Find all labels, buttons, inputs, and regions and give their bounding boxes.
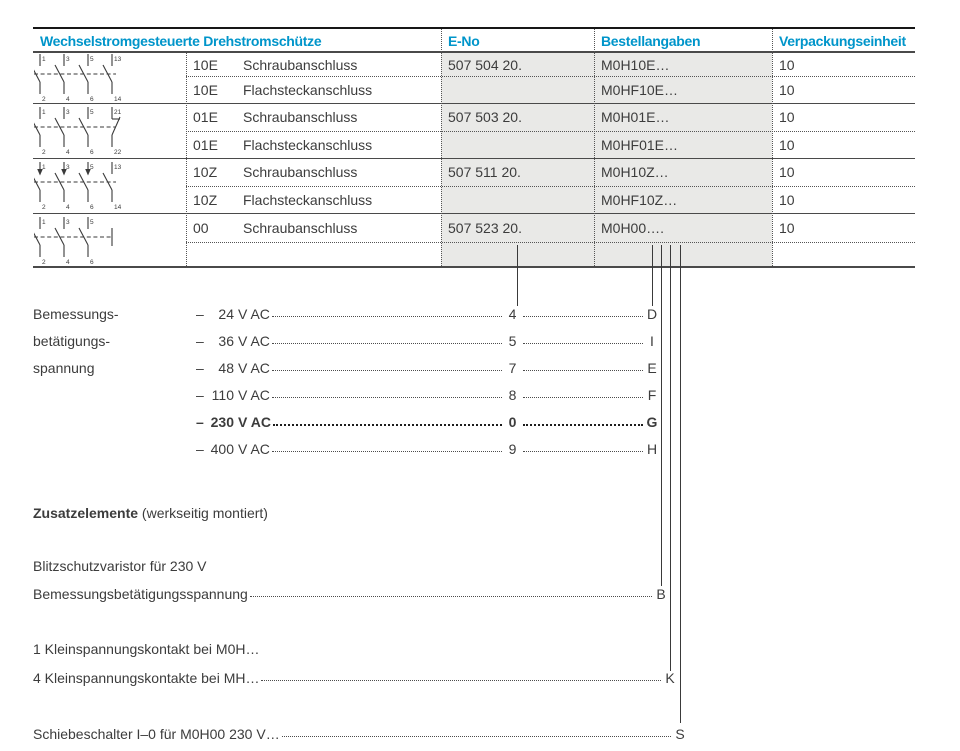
- type-code: 00: [193, 219, 209, 236]
- pack-qty-cell: 10: [779, 191, 795, 208]
- dash: –: [196, 414, 204, 430]
- pack-qty-cell: 10: [779, 219, 795, 236]
- voltage-value: 24: [218, 306, 234, 322]
- pack-qty-cell: 10: [779, 81, 795, 98]
- voltage-option-row: [196, 349, 659, 376]
- order-letter: F: [647, 387, 657, 403]
- svg-text:5: 5: [90, 218, 94, 226]
- extras-heading-rest: (werkseitig montiert): [138, 505, 268, 521]
- eno-digit: 5: [508, 333, 517, 349]
- voltage-unit: V AC: [238, 387, 270, 403]
- callout-line-kleinspannung: [670, 245, 671, 671]
- dot-leader: [523, 316, 643, 317]
- extras-line: Blitzschutzvaristor für 230 V: [33, 558, 207, 574]
- voltage-unit: V AC: [238, 441, 270, 457]
- dash: –: [196, 360, 204, 376]
- callout-line-varistor: [661, 245, 662, 586]
- circuit-diagram-01e-icon: [33, 103, 186, 158]
- order-letter: B: [656, 586, 666, 602]
- dot-leader: [523, 451, 643, 452]
- svg-text:1: 1: [42, 56, 46, 63]
- svg-text:5: 5: [90, 56, 94, 63]
- dot-leader: [272, 397, 502, 398]
- voltage-option-row: [196, 376, 659, 403]
- svg-text:22: 22: [114, 148, 122, 156]
- voltage-unit: V AC: [238, 306, 270, 322]
- eno-digit: 7: [508, 360, 517, 376]
- eno-digit: 0: [508, 414, 517, 430]
- legend-label-line: betätigungs-: [33, 333, 111, 349]
- callout-line-schiebeschalter: [680, 245, 681, 723]
- svg-text:4: 4: [66, 203, 70, 211]
- svg-text:6: 6: [90, 203, 94, 211]
- table-header-pack: Verpackungseinheit: [779, 32, 906, 49]
- circuit-diagram-10e-icon: [33, 53, 186, 103]
- svg-text:13: 13: [114, 163, 122, 171]
- type-code: 10E: [193, 81, 218, 98]
- product-desc-cell: [186, 103, 441, 131]
- extras-line: 1 Kleinspannungskontakt bei M0H…: [33, 641, 260, 657]
- product-desc-cell: [186, 53, 441, 76]
- type-code: 01E: [193, 109, 218, 125]
- pack-qty-cell: 10: [779, 164, 795, 180]
- eno-digit: 9: [508, 441, 517, 457]
- extras-leader-text: 4 Kleinspannungskontakte bei MH…: [33, 670, 260, 686]
- voltage-unit: V AC: [238, 333, 270, 349]
- voltage-option-row: [196, 295, 659, 322]
- svg-text:5: 5: [90, 108, 94, 116]
- extras-block-kleinspannung: [33, 628, 677, 686]
- product-desc-cell: [186, 131, 441, 158]
- dash: –: [196, 306, 204, 322]
- contactor-symbol-3no-aux21-22-icon: [34, 105, 184, 157]
- svg-text:1: 1: [42, 108, 46, 116]
- svg-text:3: 3: [66, 218, 70, 226]
- eno-cell: 507 504 20.: [448, 56, 522, 73]
- svg-text:6: 6: [90, 258, 94, 266]
- circuit-diagram-00-icon: [33, 213, 186, 268]
- extras-heading-bold: Zusatzelemente: [33, 505, 139, 521]
- order-code-cell: M0H01E…: [601, 109, 670, 125]
- voltage-option-row: [196, 322, 659, 349]
- voltage-value: 110: [211, 387, 234, 403]
- order-letter: H: [646, 441, 658, 457]
- pack-qty-cell: 10: [779, 56, 795, 73]
- order-letter: G: [646, 414, 658, 430]
- connection-type: Flachsteckanschluss: [243, 81, 373, 98]
- contactor-symbol-3no-aux13-14-icon: [34, 52, 184, 104]
- order-letter: D: [646, 306, 658, 322]
- svg-text:4: 4: [66, 96, 70, 103]
- svg-text:13: 13: [114, 56, 122, 63]
- connection-type: Schraubanschluss: [243, 164, 358, 180]
- connection-type: Schraubanschluss: [243, 109, 358, 125]
- product-desc-cell: [186, 213, 441, 242]
- voltage-options-list: [196, 295, 659, 457]
- svg-text:3: 3: [66, 108, 70, 116]
- dot-leader: [261, 680, 661, 681]
- pack-qty-cell: 10: [779, 109, 795, 125]
- voltage-option-row: [196, 430, 659, 457]
- voltage-unit: V AC: [238, 360, 270, 376]
- svg-text:14: 14: [114, 203, 122, 211]
- dash: –: [196, 441, 204, 457]
- order-code-cell: M0H10Z…: [601, 164, 669, 180]
- voltage-value: 400: [210, 441, 234, 457]
- dot-leader: [523, 397, 643, 398]
- order-code-cell: M0H00….: [601, 219, 665, 236]
- order-code-cell: M0HF10Z…: [601, 191, 678, 208]
- order-letter: K: [665, 670, 675, 686]
- svg-text:4: 4: [66, 148, 70, 156]
- table-header-eno: E-No: [448, 32, 480, 49]
- extras-block-varistor: [33, 546, 668, 602]
- order-code-cell: M0H10E…: [601, 56, 670, 73]
- extras-heading: [33, 505, 268, 521]
- svg-text:1: 1: [42, 163, 46, 171]
- extras-block-schiebeschalter: [33, 713, 687, 742]
- dash: –: [196, 333, 204, 349]
- eno-digit: 8: [508, 387, 517, 403]
- table-header-products: Wechselstromgesteuerte Drehstromschütze: [40, 32, 322, 49]
- eno-cell: 507 503 20.: [448, 109, 522, 125]
- dash: –: [196, 387, 204, 403]
- pack-qty-cell: 10: [779, 136, 795, 153]
- svg-text:3: 3: [66, 56, 70, 63]
- dot-leader: [272, 316, 502, 317]
- dot-leader: [272, 370, 502, 371]
- extras-leader-text: Schiebeschalter I–0 für M0H00 230 V…: [33, 726, 280, 742]
- circuit-diagram-10z-icon: [33, 158, 186, 213]
- table-header-order: Bestellangaben: [601, 32, 701, 49]
- svg-text:3: 3: [66, 163, 70, 171]
- product-table: [33, 28, 915, 268]
- dot-leader: [523, 424, 643, 426]
- svg-text:5: 5: [90, 163, 94, 171]
- extras-leader-text: Bemessungsbetätigungsspannung: [33, 586, 248, 602]
- legend-label-line: spannung: [33, 360, 95, 376]
- connection-type: Schraubanschluss: [243, 219, 358, 236]
- contactor-symbol-3no-icon: [34, 215, 184, 267]
- order-code-cell: M0HF01E…: [601, 136, 679, 153]
- dot-leader: [282, 736, 671, 737]
- dot-leader: [250, 596, 652, 597]
- svg-text:2: 2: [42, 258, 46, 266]
- dot-leader: [273, 424, 502, 426]
- svg-text:2: 2: [42, 96, 46, 103]
- svg-text:1: 1: [42, 218, 46, 226]
- voltage-value: 36: [218, 333, 234, 349]
- eno-cell: 507 523 20.: [448, 219, 522, 236]
- connection-type: Schraubanschluss: [243, 56, 358, 73]
- svg-text:6: 6: [90, 148, 94, 156]
- contactor-symbol-3no-arrows-aux13-14-icon: [34, 160, 184, 212]
- connection-type: Flachsteckanschluss: [243, 136, 373, 153]
- product-desc-cell: [186, 76, 441, 103]
- svg-text:21: 21: [114, 108, 122, 116]
- voltage-unit: V AC: [238, 414, 271, 430]
- order-letter: E: [647, 360, 657, 376]
- order-letter: I: [650, 333, 654, 349]
- legend-label-line: Bemessungs-: [33, 306, 119, 322]
- svg-text:6: 6: [90, 96, 94, 103]
- product-desc-cell: [186, 158, 441, 186]
- voltage-value: 230: [210, 414, 234, 430]
- order-letter: S: [675, 726, 685, 742]
- svg-text:14: 14: [114, 96, 122, 103]
- type-code: 10E: [193, 56, 218, 73]
- svg-text:4: 4: [66, 258, 70, 266]
- type-code: 01E: [193, 136, 218, 153]
- dot-leader: [523, 343, 643, 344]
- eno-digit: 4: [508, 306, 517, 322]
- dot-leader: [272, 451, 502, 452]
- eno-cell: 507 511 20.: [448, 164, 521, 180]
- product-desc-cell: [186, 186, 441, 213]
- order-code-cell: M0HF10E…: [601, 81, 679, 98]
- svg-text:2: 2: [42, 148, 46, 156]
- voltage-value: 48: [218, 360, 234, 376]
- dot-leader: [272, 343, 502, 344]
- type-code: 10Z: [193, 191, 218, 208]
- connection-type: Flachsteckanschluss: [243, 191, 373, 208]
- svg-text:2: 2: [42, 203, 46, 211]
- voltage-option-row-default: [196, 403, 659, 430]
- type-code: 10Z: [193, 164, 218, 180]
- dot-leader: [523, 370, 643, 371]
- voltage-legend-label: [33, 295, 183, 376]
